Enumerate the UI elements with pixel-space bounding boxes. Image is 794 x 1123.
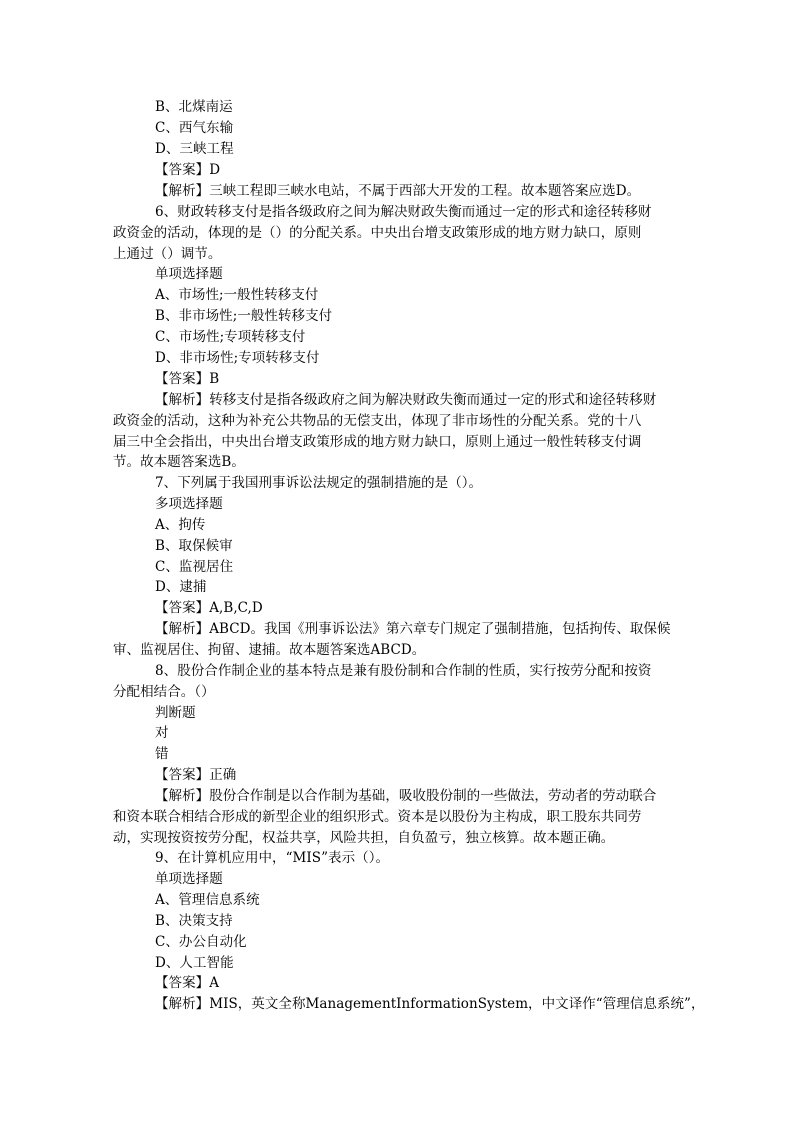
answer-value: D — [209, 162, 221, 178]
analysis-text: 三峡工程即三峡水电站，不属于西部大开发的工程。故本题答案应选D。 — [209, 183, 641, 199]
q5-option-c: C、西气东输 — [155, 120, 234, 136]
q8-answer — [155, 765, 236, 785]
answer-label: 【答案】 — [155, 975, 210, 991]
q6-option: B、非市场性;一般性转移支付 — [155, 308, 333, 324]
analysis-label: 【解析】 — [155, 788, 210, 804]
analysis-text: MIS，英文全称ManagementInformationSystem，中文译作“管理信息系统”， — [209, 996, 705, 1012]
q9-answer — [155, 973, 219, 993]
q6-analysis-line: 届三中全会指出，中央出台增支政策形成的地方财力缺口，原则上通过一般性转移支付调 — [113, 434, 642, 450]
analysis-text: 股份合作制是以合作制为基础，吸收股份制的一些做法，劳动者的劳动联合 — [209, 788, 657, 804]
q8-stem-line: 8、股份合作制企业的基本特点是兼有股份制和合作制的性质，实行按劳分配和按资 — [155, 663, 652, 679]
q7-stem-line: 7、下列属于我国刑事诉讼法规定的强制措施的是（）。 — [155, 475, 483, 491]
q6-option: D、非市场性;专项转移支付 — [155, 350, 320, 366]
answer-value: B — [209, 371, 220, 387]
q6-option: C、市场性;专项转移支付 — [155, 329, 306, 345]
analysis-label: 【解析】 — [155, 621, 210, 637]
q8-option: 对 — [155, 725, 169, 741]
q8-analysis-line: 动，实现按资按劳分配，权益共享，风险共担，自负盈亏，独立核算。故本题正确。 — [113, 830, 615, 846]
q9-analysis — [155, 994, 705, 1014]
answer-label: 【答案】 — [155, 371, 210, 387]
answer-value: A — [209, 975, 220, 991]
q7-type: 多项选择题 — [155, 496, 223, 512]
q8-type: 判断题 — [155, 705, 196, 721]
analysis-label: 【解析】 — [155, 183, 210, 199]
q5-answer — [155, 160, 220, 180]
q7-option: C、监视居住 — [155, 559, 234, 575]
q6-analysis-line: 政资金的活动，这种为补充公共物品的无偿支出，体现了非市场性的分配关系。党的十八 — [113, 413, 642, 429]
q6-stem-line: 上通过（）调节。 — [113, 246, 222, 262]
q6-stem-line: 6、财政转移支付是指各级政府之间为解决财政失衡而通过一定的形式和途径转移财 — [155, 204, 652, 220]
analysis-text: 转移支付是指各级政府之间为解决财政失衡而通过一定的形式和途径转移财 — [209, 392, 657, 408]
q6-option: A、市场性;一般性转移支付 — [155, 287, 319, 303]
q7-analysis-line: 审、监视居住、拘留、逮捕。故本题答案选ABCD。 — [113, 642, 426, 658]
q7-option: D、逮捕 — [155, 579, 207, 595]
q9-stem-line: 9、在计算机应用中，“MIS”表示（）。 — [155, 850, 390, 866]
q6-analysis — [155, 390, 656, 410]
q5-analysis — [155, 181, 640, 201]
q7-analysis — [155, 619, 671, 639]
answer-value: A,B,C,D — [209, 600, 263, 616]
q9-option: B、决策支持 — [155, 913, 233, 929]
q8-stem-line: 分配相结合。（） — [113, 684, 215, 700]
answer-label: 【答案】 — [155, 162, 210, 178]
q6-stem-line: 政资金的活动，体现的是（）的分配关系。中央出台增支政策形成的地方财力缺口，原则 — [113, 225, 642, 241]
q8-analysis-line: 和资本联合相结合形成的新型企业的组织形式。资本是以股份为主构成，职工股东共同劳 — [113, 809, 642, 825]
q5-option-d: D、三峡工程 — [155, 141, 234, 157]
answer-label: 【答案】 — [155, 767, 210, 783]
q9-option: D、人工智能 — [155, 955, 234, 971]
q9-option: A、管理信息系统 — [155, 892, 260, 908]
analysis-label: 【解析】 — [155, 392, 210, 408]
q9-type: 单项选择题 — [155, 871, 223, 887]
q7-answer — [155, 598, 263, 618]
q7-option: B、取保候审 — [155, 538, 233, 554]
q8-analysis — [155, 786, 656, 806]
q6-answer — [155, 369, 219, 389]
q6-analysis-line: 节。故本题答案选B。 — [113, 454, 245, 470]
answer-label: 【答案】 — [155, 600, 210, 616]
q7-option: A、拘传 — [155, 517, 206, 533]
analysis-label: 【解析】 — [155, 996, 210, 1012]
answer-value: 正确 — [209, 767, 237, 783]
analysis-text: ABCD。我国《刑事诉讼法》第六章专门规定了强制措施，包括拘传、取保候 — [209, 621, 671, 637]
q6-type: 单项选择题 — [155, 266, 223, 282]
q9-option: C、办公自动化 — [155, 934, 247, 950]
q8-option: 错 — [155, 746, 169, 762]
q5-option-b: B、北煤南运 — [155, 99, 233, 115]
